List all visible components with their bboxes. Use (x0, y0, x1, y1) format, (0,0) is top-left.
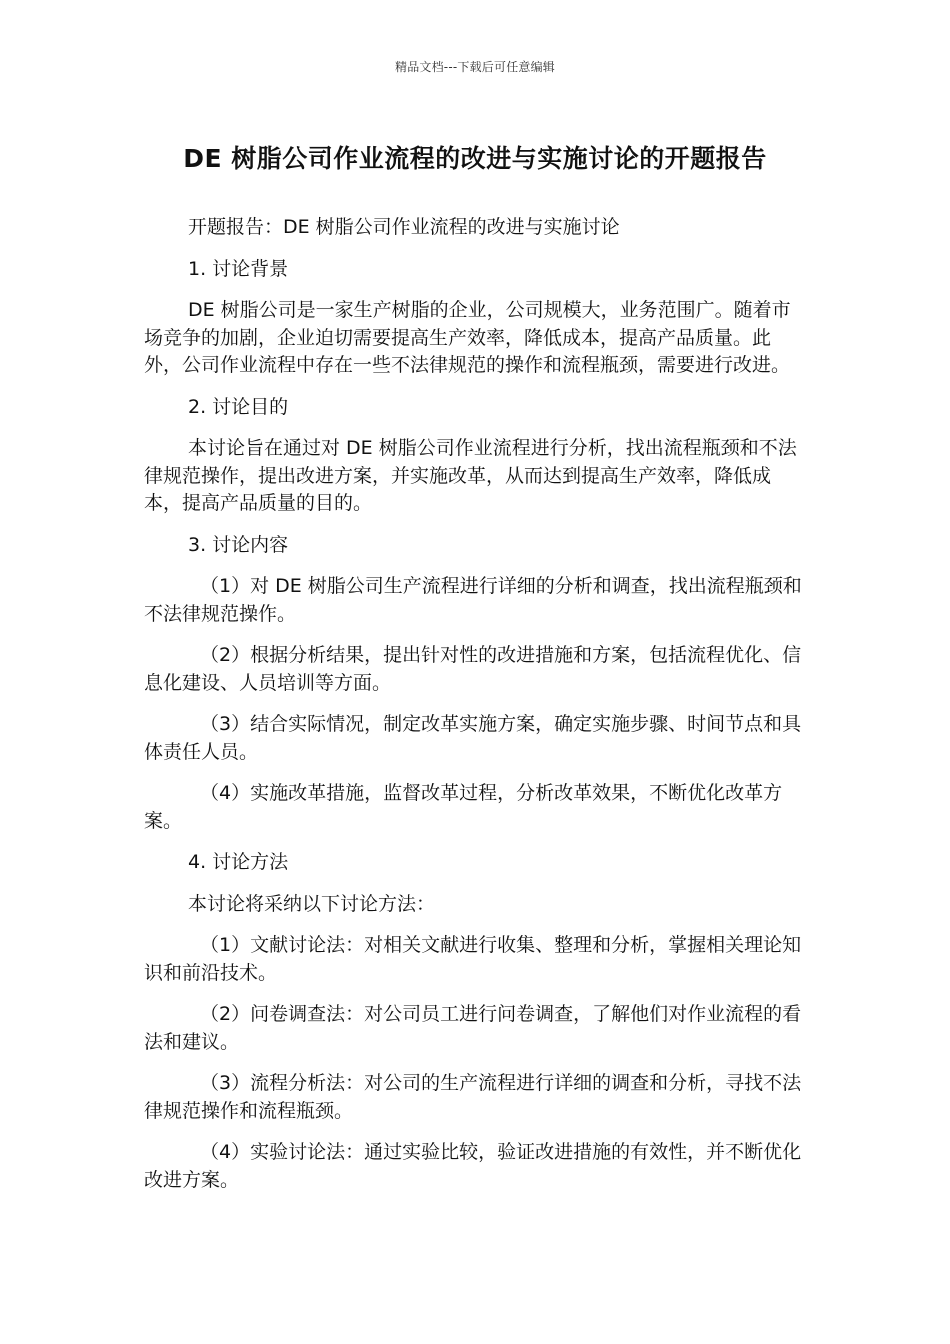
method-item-4: （4）实验讨论法：通过实验比较，验证改进措施的有效性，并不断优化改进方案。 (144, 1141, 802, 1191)
method-item-1: （1）文献讨论法：对相关文献进行收集、整理和分析，掌握相关理论知识和前沿技术。 (144, 934, 802, 984)
intro-paragraph: 开题报告：DE 树脂公司作业流程的改进与实施讨论 (188, 216, 620, 238)
content-item-2: （2）根据分析结果，提出针对性的改进措施和方案，包括流程优化、信息化建设、人员培训等方面。 (144, 644, 802, 694)
purpose-paragraph: 本讨论旨在通过对 DE 树脂公司作业流程进行分析，找出流程瓶颈和不法律规范操作，提出改进方案，并实施改革，从而达到提高生产效率，降低成本，提高产品质量的目的。 (144, 437, 797, 514)
content-item-4: （4）实施改革措施，监督改革过程，分析改革效果，不断优化改革方案。 (144, 782, 783, 832)
section-heading-purpose: 2. 讨论目的 (188, 395, 289, 418)
method-item-3: （3）流程分析法：对公司的生产流程进行详细的调查和分析，寻找不法律规范操作和流程瓶颈。 (144, 1072, 802, 1122)
method-intro-paragraph: 本讨论将采纳以下讨论方法： (188, 892, 436, 915)
content-item-1: （1）对 DE 树脂公司生产流程进行详细的分析和调查，找出流程瓶颈和不法律规范操作。 (144, 575, 802, 625)
section-heading-content: 3. 讨论内容 (188, 533, 289, 556)
content-item-3: （3）结合实际情况，制定改革实施方案，确定实施步骤、时间节点和具体责任人员。 (144, 713, 802, 763)
background-paragraph: DE 树脂公司是一家生产树脂的企业，公司规模大，业务范围广。随着市场竞争的加剧，企业迫切需要提高生产效率，降低成本，提高产品质量。此外，公司作业流程中存在一些不法律规范的操作和流程瓶颈，需要进行改进。 (144, 299, 791, 376)
section-heading-background: 1. 讨论背景 (188, 257, 289, 280)
page-header: 精品文档---下载后可任意编辑 (395, 60, 555, 74)
section-heading-method: 4. 讨论方法 (188, 851, 289, 873)
document-title: DE 树脂公司作业流程的改进与实施讨论的开题报告 (183, 144, 767, 173)
method-item-2: （2）问卷调查法：对公司员工进行问卷调查，了解他们对作业流程的看法和建议。 (144, 1003, 802, 1053)
document-body (144, 214, 808, 1208)
